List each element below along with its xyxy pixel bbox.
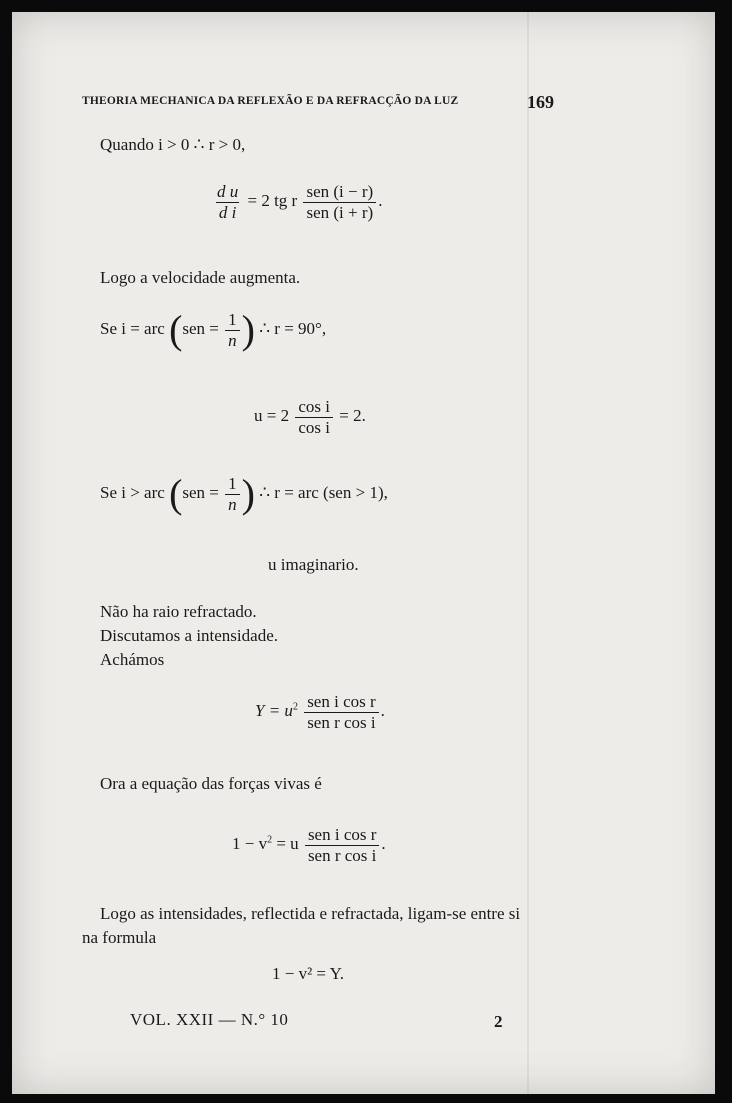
fraction-sen-cos <box>304 692 378 732</box>
equation-middle: = 2 tg r <box>247 190 298 210</box>
line-achamos: Achámos <box>100 650 165 669</box>
equation-u-equals-2 <box>254 397 366 437</box>
fraction-numerator: d u <box>217 182 239 201</box>
fraction-1-n <box>225 474 240 514</box>
fraction-denominator: sen r cos i <box>305 845 379 866</box>
fraction-1-n <box>225 310 240 350</box>
fraction-denominator: sen r cos i <box>304 712 378 733</box>
line-quando: Quando i > 0 ∴ r > 0, <box>100 135 246 154</box>
fraction-denominator: n <box>225 330 240 351</box>
se-suffix: ∴ r = arc (sen > 1), <box>259 482 388 502</box>
fraction-numerator: 1 <box>228 474 237 493</box>
fraction-denominator: cos i <box>295 417 333 438</box>
right-paren: ) <box>241 307 255 353</box>
line-ora-equacao: Ora a equação das forças vivas é <box>100 774 322 793</box>
fraction-denominator: sen (i + r) <box>303 202 376 223</box>
fraction-denominator: d i <box>216 202 239 223</box>
line-u-imaginario: u imaginario. <box>268 555 359 574</box>
right-paren: ) <box>241 471 255 517</box>
document-page <box>12 12 715 1094</box>
line-se-i-equal <box>100 307 327 353</box>
se-suffix: ∴ r = 90°, <box>259 318 327 338</box>
equation-forcas-vivas <box>232 825 386 865</box>
fraction-sen <box>303 182 376 222</box>
equation-superscript: 2 <box>292 701 298 713</box>
left-paren: ( <box>169 471 183 517</box>
equation-final: 1 − v² = Y. <box>272 964 344 983</box>
se-prefix: Se i = arc <box>100 318 165 338</box>
equation-middle: = u <box>272 833 299 853</box>
se-prefix: Se i > arc <box>100 482 165 502</box>
fraction-denominator: n <box>225 494 240 515</box>
fraction-cos <box>295 397 333 437</box>
fraction-numerator: sen (i − r) <box>306 182 374 201</box>
page-number: 169 <box>527 92 554 112</box>
se-inner: sen = <box>182 318 219 338</box>
equation-superscript: 2 <box>267 834 273 846</box>
line-logo-intensidades-2: na formula <box>82 928 157 947</box>
equation-Y <box>255 692 385 732</box>
fraction-numerator: sen i cos r <box>307 825 377 844</box>
equation-end: . <box>378 190 383 210</box>
line-se-i-greater <box>100 471 388 517</box>
fraction-du-di <box>214 182 241 222</box>
fraction-numerator: cos i <box>298 397 330 416</box>
equation-end: . <box>381 833 386 853</box>
equation-du-di <box>212 182 382 222</box>
fraction-numerator: sen i cos r <box>307 692 376 711</box>
line-logo-velocidade: Logo a velocidade augmenta. <box>100 268 301 287</box>
fraction-numerator: 1 <box>228 310 237 329</box>
equation-lhs: Y = u <box>255 700 293 720</box>
line-nao-ha-raio: Não ha raio refractado. <box>100 602 257 621</box>
running-title: THEORIA MECHANICA DA REFLEXÃO E DA REFRACÇÃO DA LUZ <box>82 95 459 107</box>
fraction-sen-cos <box>305 825 379 865</box>
volume-footer: VOL. XXII — N.° 10 <box>130 1010 289 1029</box>
line-logo-intensidades-1: Logo as intensidades, reflectida e refractada, ligam-se entre si <box>100 904 521 923</box>
equation-rhs: = 2. <box>339 405 366 425</box>
line-discutamos: Discutamos a intensidade. <box>100 626 278 645</box>
equation-end: . <box>380 700 385 720</box>
equation-lhs: 1 − v <box>232 833 268 853</box>
left-paren: ( <box>169 307 183 353</box>
se-inner: sen = <box>182 482 219 502</box>
equation-lhs: u = 2 <box>254 405 290 425</box>
page-fold-shadow <box>527 12 529 1094</box>
signature-mark: 2 <box>494 1012 503 1031</box>
